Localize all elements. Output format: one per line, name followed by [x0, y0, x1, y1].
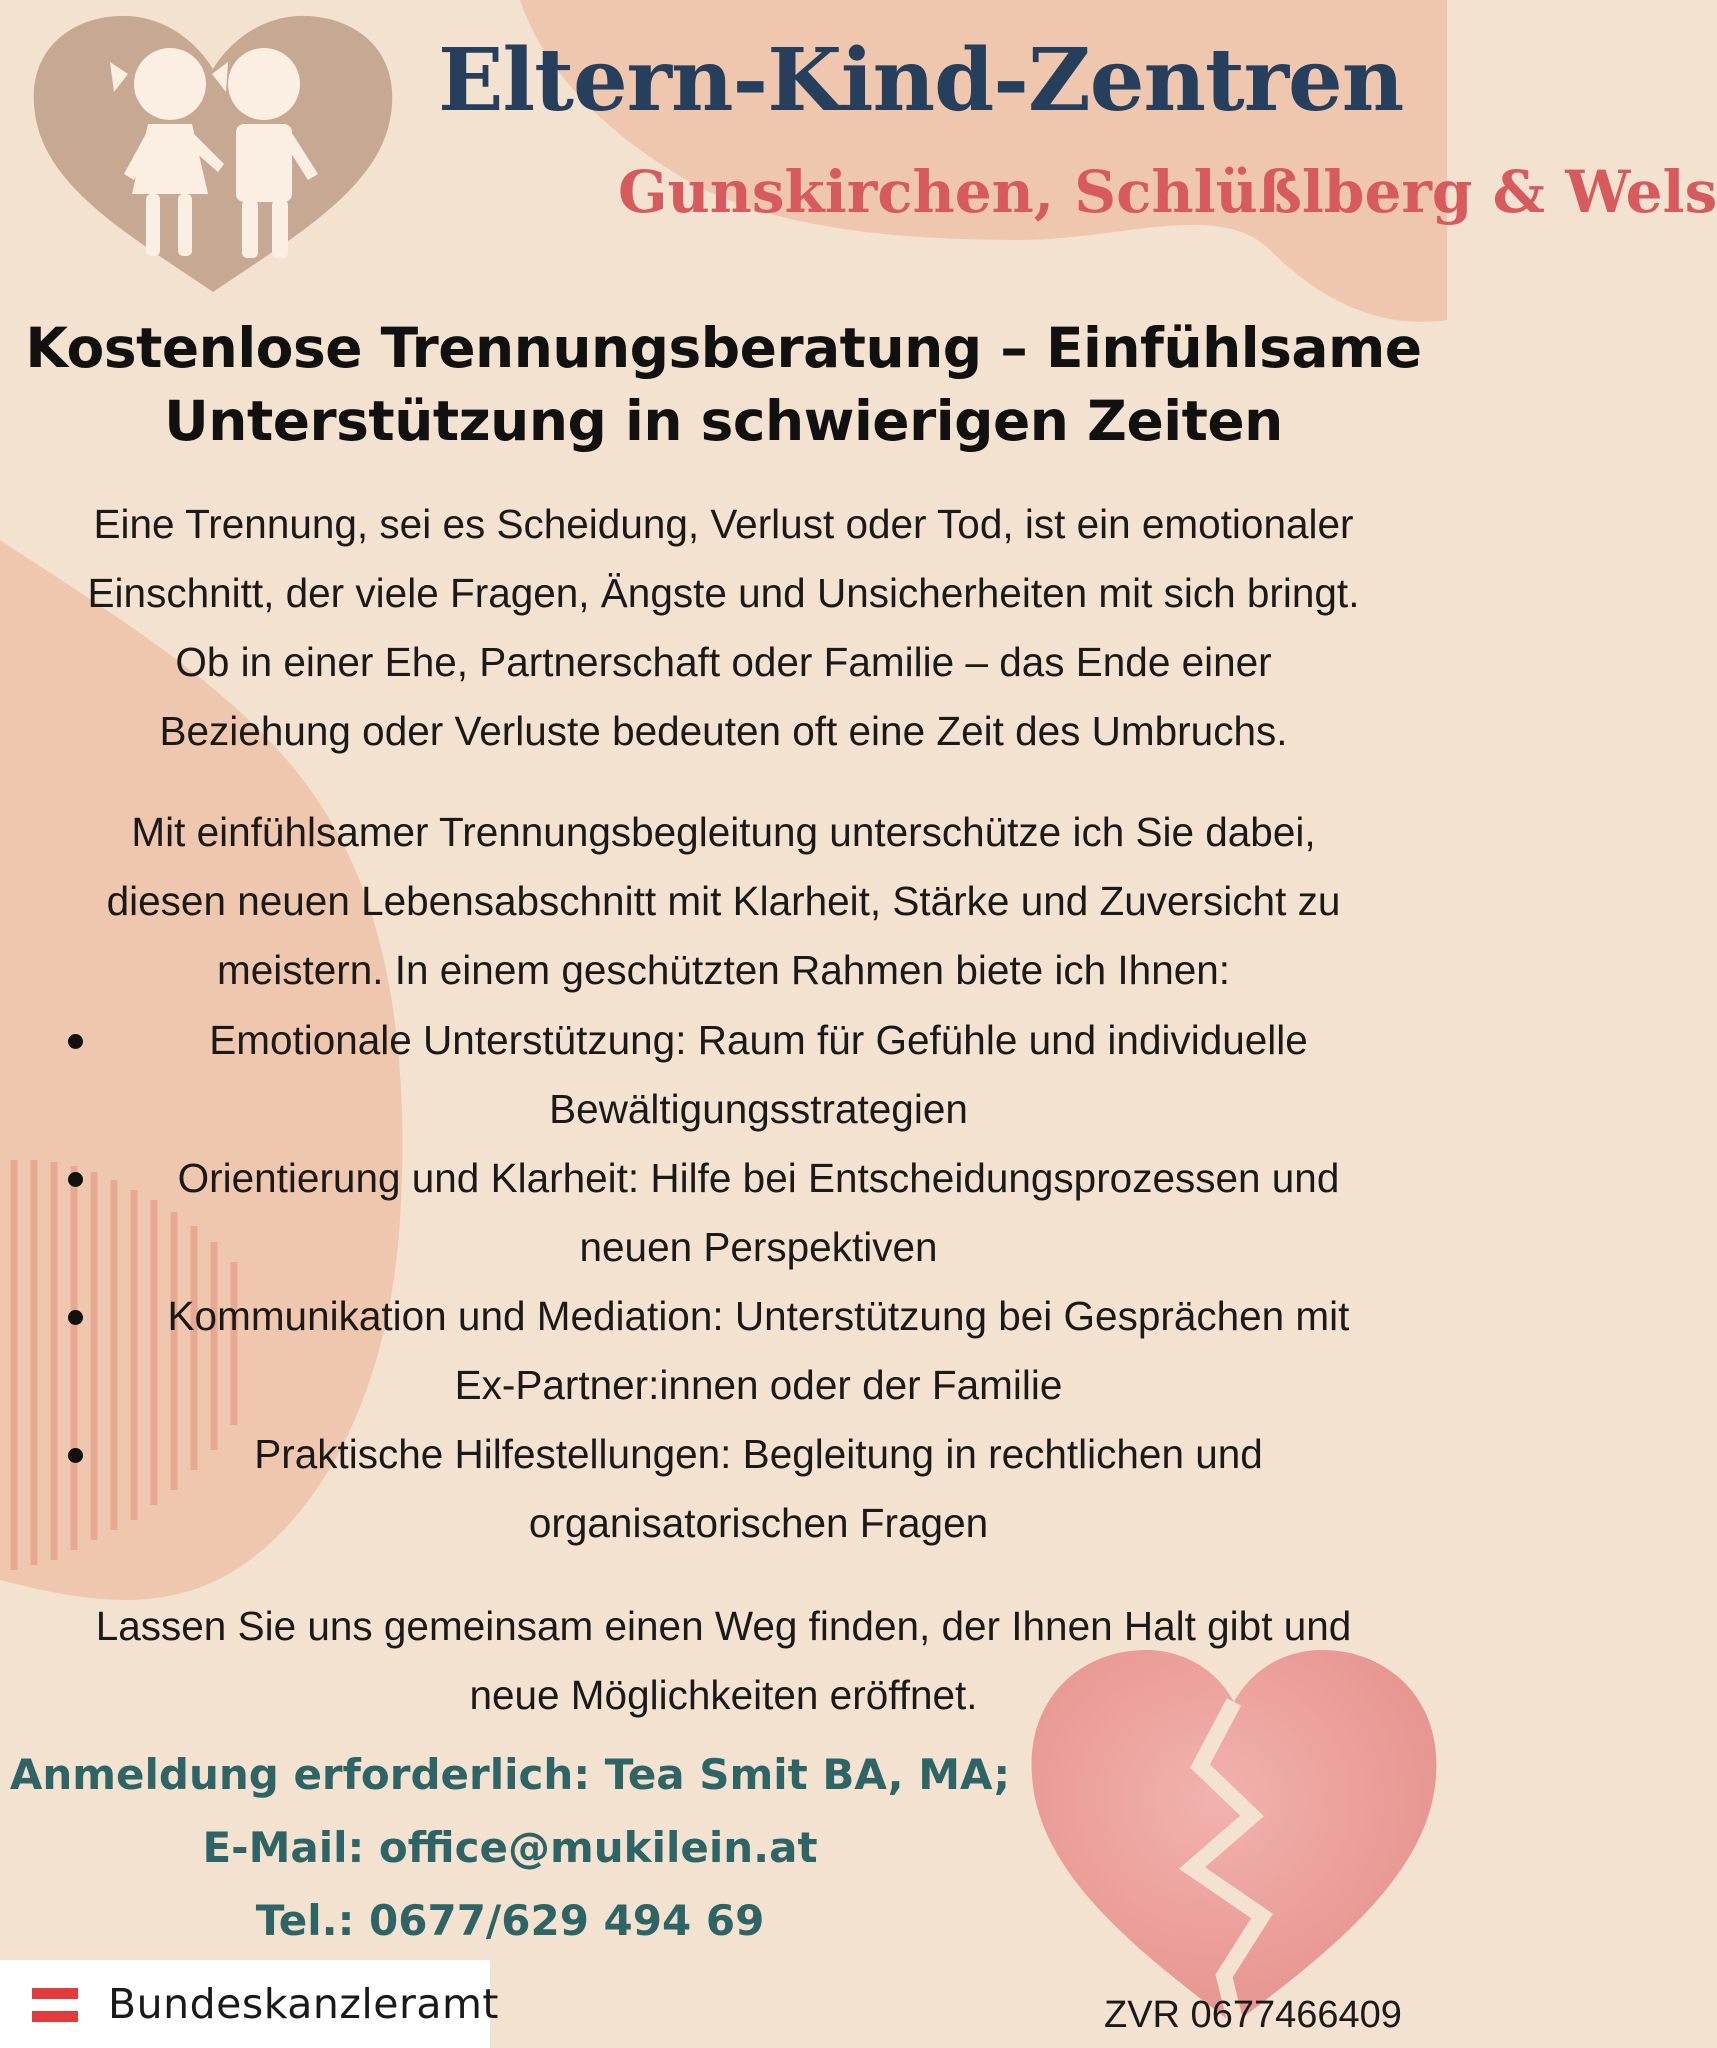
email-contact: E-Mail: office@mukilein.at [202, 1823, 818, 1872]
list-item [50, 1144, 1427, 1282]
closing-line: neue Möglichkeiten eröffnet. [469, 1672, 978, 1718]
list-item-title: Orientierung und Klarheit: Hilfe bei Entscheidungsprozessen und [177, 1155, 1340, 1201]
list-item [50, 1006, 1427, 1144]
intro-line: Beziehung oder Verluste bedeuten oft eine Zeit des Umbruchs. [159, 708, 1288, 754]
intro-line: Ob in einer Ehe, Partnerschaft oder Familie – das Ende einer [175, 639, 1272, 685]
phone-contact: Tel.: 0677/629 494 69 [255, 1896, 765, 1945]
registration-number: ZVR 0677466409 [1104, 1994, 1402, 2036]
offer-line: diesen neuen Lebensabschnitt mit Klarheit, Stärke und Zuversicht zu [106, 878, 1341, 924]
bullet-icon [68, 1448, 83, 1463]
headline [0, 312, 1447, 458]
offer-paragraph [20, 798, 1427, 1005]
headline-line-1: Kostenlose Trennungsberatung – Einfühlsame [25, 316, 1422, 380]
closing-line: Lassen Sie uns gemeinsam einen Weg finden, der Ihnen Halt gibt und [95, 1603, 1352, 1649]
kids-heart-icon [28, 14, 398, 294]
list-item [50, 1282, 1427, 1420]
contact-block [0, 1738, 1020, 1957]
bullet-icon [68, 1034, 83, 1049]
organization-title: Eltern-Kind-Zentren [438, 30, 1404, 131]
offer-line: Mit einfühlsamer Trennungsbegleitung unterschütze ich Sie dabei, [131, 809, 1316, 855]
headline-line-2: Unterstützung in schwierigen Zeiten [164, 389, 1283, 453]
list-item [50, 1420, 1427, 1558]
list-item-title: Emotionale Unterstützung: Raum für Gefühle und individuelle [209, 1017, 1308, 1063]
list-item-continuation: Bewältigungsstrategien [549, 1086, 968, 1132]
bullet-icon [68, 1172, 83, 1187]
list-item-continuation: Ex-Partner:innen oder der Familie [454, 1362, 1063, 1408]
austria-flag-icon [32, 1988, 78, 2022]
bullet-icon [68, 1310, 83, 1325]
list-item-title: Praktische Hilfestellungen: Begleitung in rechtlichen und [254, 1431, 1263, 1477]
offer-line: meistern. In einem geschützten Rahmen biete ich Ihnen: [216, 947, 1231, 993]
ministry-label: Bundeskanzleramt [108, 1980, 499, 2028]
list-item-continuation: neuen Perspektiven [579, 1224, 938, 1270]
intro-paragraph [20, 490, 1427, 766]
intro-line: Einschnitt, der viele Fragen, Ängste und Unsicherheiten mit sich bringt. [87, 570, 1360, 616]
list-item-continuation: organisatorischen Fragen [528, 1500, 989, 1546]
broken-heart-icon [1024, 1646, 1444, 2026]
intro-line: Eine Trennung, sei es Scheidung, Verlust oder Tod, ist ein emotionaler [93, 501, 1354, 547]
ministry-badge [0, 1960, 499, 2048]
registration-note: Anmeldung erforderlich: Tea Smit BA, MA; [9, 1750, 1011, 1799]
organization-locations: Gunskirchen, Schlüßlberg & Wels [618, 158, 1717, 226]
services-list [50, 1006, 1427, 1558]
list-item-title: Kommunikation und Mediation: Unterstützung bei Gesprächen mit [167, 1293, 1350, 1339]
